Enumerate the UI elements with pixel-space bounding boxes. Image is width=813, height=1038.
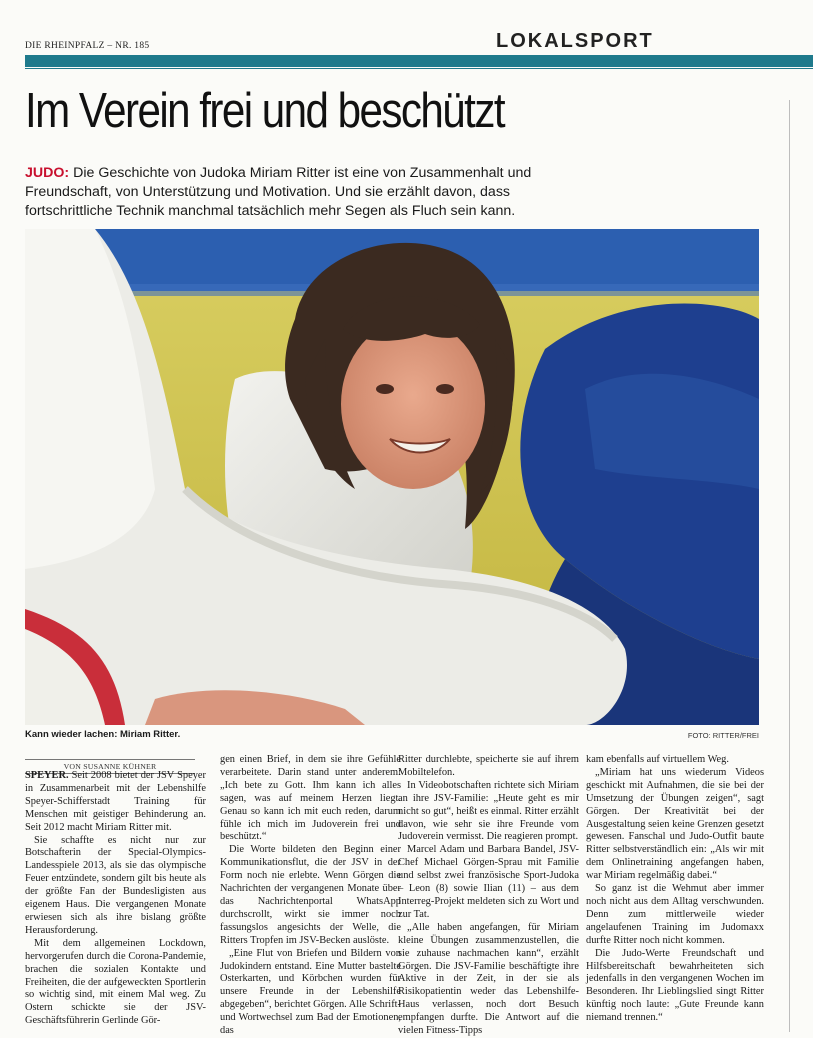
lead-text: Die Geschichte von Judoka Miriam Ritter ist eine von Zusammenhalt und Freundschaft, von Unterstützung und Motivation. Und sie erzählt davon, dass fortschrittliche Technik manchmal tatsächlich mehr Segen als Fluch sein kann.: [25, 165, 532, 219]
newspaper-issue: DIE RHEINPFALZ – NR. 185: [25, 41, 150, 51]
headline: Im Verein frei und beschützt: [25, 84, 505, 138]
article-column-3: [398, 754, 579, 1038]
header-rule-thin: [25, 68, 813, 69]
kicker: JUDO:: [25, 165, 70, 181]
paragraph: kam ebenfalls auf virtuellem Weg.: [586, 754, 729, 765]
paragraph: „Alle haben angefangen, für Miriam kleine Übungen zusammenzustellen, die sie zuhause nachmachen kann“, erzählt Görgen. Die JSV-Familie beschäftigte ihre Aktive in der Zeit, in der sie als Risikopatientin weder das Lebenshilfe-Haus verlassen, noch dort Besuch empfangen durfte. Die Antwort auf die vielen Fitness-Tipps: [398, 921, 579, 1037]
section-title: LOKALSPORT: [496, 30, 654, 52]
article-photo: [25, 229, 759, 725]
byline-rule-top: [25, 759, 195, 760]
paragraph: Sie schaffte es nicht nur zur Botschafterin der Special-Olympics-Landesspiele 2013, als sie das olympische Feuer entzündete, sondern gilt bis heute als der größte Fan der Bundesligisten aus eigenem Haus. Die vergangenen Monate erwiesen sich als ihre bislang größte Herausforderung.: [25, 834, 206, 936]
paragraph: In Videobotschaften richtete sich Miriam an ihre JSV-Familie: „Heute geht es mir nicht so gut“, heißt es einmal. Ritter erzählt davon, wie sehr sie ihre Freunde vom Judoverein vermisst. Die reagieren prompt.: [398, 779, 579, 843]
article-column-4: [586, 754, 764, 1025]
header-rule: [25, 55, 813, 67]
paragraph: „Miriam hat uns wiederum Videos geschickt mit Aufnahmen, die sie bei der Umsetzung der Übungen zeigen“, sagt Görgen. Der Kreativität bei der Ausgestaltung seien keine Grenzen gesetzt gewesen. Fanschal und Judo-Outfit baute Ritter selbstverständlich ein: „Als wir mit dem Onlinetraining angefangen haben, war Miriam regelmäßig dabei.“: [586, 766, 764, 882]
article-column-1: [25, 770, 206, 1028]
paragraph: So ganz ist die Wehmut aber immer noch nicht aus dem Alltag verschwunden. Denn zum mittlerweile wieder angelaufenen Training im Judomaxx durfte Ritter noch nicht kommen.: [586, 883, 764, 946]
paragraph: Ritter durchlebte, speicherte sie auf ihrem Mobiltelefon.: [398, 754, 579, 778]
paragraph: Die Worte bildeten den Beginn einer Kommunikationsflut, die der JSV in der Form noch nie erlebte. Wenn Görgen die Nachrichten der vergangenen Monate über das Nachrichtenportal WhatsApp durchscrollt, wirkt sie immer noch fassungslos angesichts der Welle, die Ritters Tropfen im JSV-Becken auslöste.: [220, 844, 401, 946]
paragraph: gen einen Brief, in dem sie ihre Gefühle verarbeitete. Darin stand unter anderem: „Ich bete zu Gott. Ihm kann ich alles sagen, was auf meinem Herzen liegt. Genau so kann ich mit euch reden, darum fühle ich mich im Judoverein frei und beschützt.“: [220, 754, 401, 843]
article-column-2: [220, 754, 401, 1038]
paragraph: Die Judo-Werte Freundschaft und Hilfsbereitschaft bewahrheiteten sich jedenfalls in den vergangenen Wochen im Besonderen. Ihr Lieblingslied singt Ritter künftig noch laute: „Gute Freunde kann niemand trennen.“: [586, 947, 764, 1024]
lead-paragraph: [25, 164, 585, 221]
paragraph: „Eine Flut von Briefen und Bildern von Judokindern entstand. Eine Mutter bastelte Osterkarten, und Körbchen wurden für unsere Freunde in der Lebenshilfe abgegeben“, berichtet Görgen. Alle Schrift- und Wortwechsel zum Bad der Emotionen, das: [220, 947, 401, 1037]
photo-credit: FOTO: RITTER/FREI: [687, 731, 759, 740]
paragraph: Mit dem allgemeinen Lockdown, hervorgerufen durch die Corona-Pandemie, brachen die sozialen Kontakte und Freiheiten, die der aufgeweckten Sportlerin so wichtig sind, mit einem Mal weg. Zu Ostern schickte sie der JSV-Geschäftsführerin Gerlinde Gör-: [25, 937, 206, 1027]
paragraph: Marcel Adam und Barbara Bandel, JSV-Chef Michael Görgen-Sprau mit Familie und selbst zwei französische Sport-Judoka – Leon (8) sowie Ilian (11) – aus dem Interreg-Projekt meldeten sich zu Wort und zur Tat.: [398, 844, 579, 920]
author: VON SUSANNE KÜHNER: [63, 762, 157, 771]
paragraph: [25, 770, 206, 835]
dateline: SPEYER.: [25, 770, 69, 781]
paragraph-text: Seit 2008 bietet der JSV Speyer in Zusammenarbeit mit der Lebenshilfe Speyer-Schifferstadt Training für Menschen mit geistiger Behinderung an. Seit 2012 macht Miriam Ritter mit.: [25, 770, 206, 833]
column-divider: [789, 100, 790, 1032]
photo-caption: Kann wieder lachen: Miriam Ritter.: [25, 729, 181, 740]
